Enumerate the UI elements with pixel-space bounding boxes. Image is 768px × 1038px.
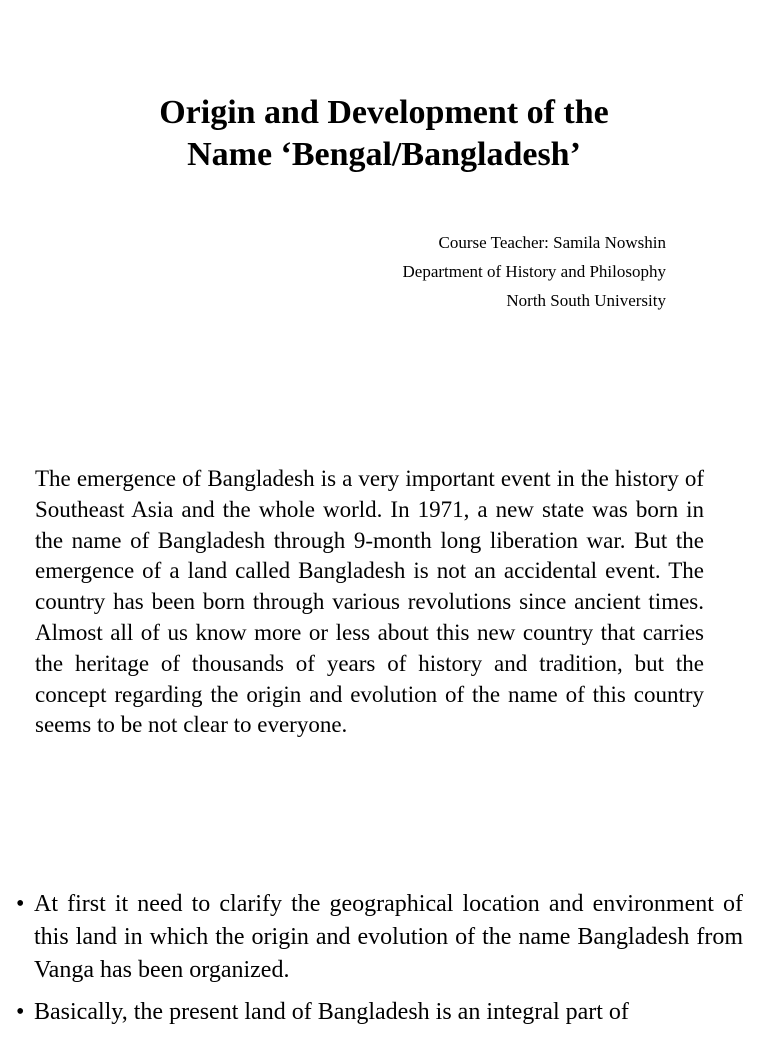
department: Department of History and Philosophy [402,262,666,281]
bullet-list [0,888,768,1038]
bullet-text: Basically, the present land of Bangladesh is an integral part of [34,999,629,1025]
course-teacher: Course Teacher: Samila Nowshin [438,233,666,252]
title-line-1: Origin and Development of the [159,94,609,131]
university: North South University [506,291,666,310]
bullet-item [0,888,743,987]
intro-paragraph: The emergence of Bangladesh is a very important event in the history of Southeast Asia and the whole world. In 1971, a new state was born in the name of Bangladesh through 9-month long liberation war. But the emergence of a land called Bangladesh is not an accidental event. The country has been born through various revolutions since ancient times. Almost all of us know more or less about this new country that carries the heritage of thousands of years of history and tradition, but the concept regarding the origin and evolution of the name of this country seems to be not clear to everyone. [35,466,704,738]
title-line-2: Name ‘Bengal/Bangladesh’ [187,136,581,173]
document-title [0,92,768,176]
bullet-icon: • [16,999,25,1025]
bullet-text: At first it need to clarify the geographical location and environment of this land in which the origin and evolution of the name Bangladesh from Vanga has been organized. [34,891,743,983]
bullet-item [0,996,743,1029]
bullet-icon: • [16,891,25,917]
course-info [403,228,666,315]
